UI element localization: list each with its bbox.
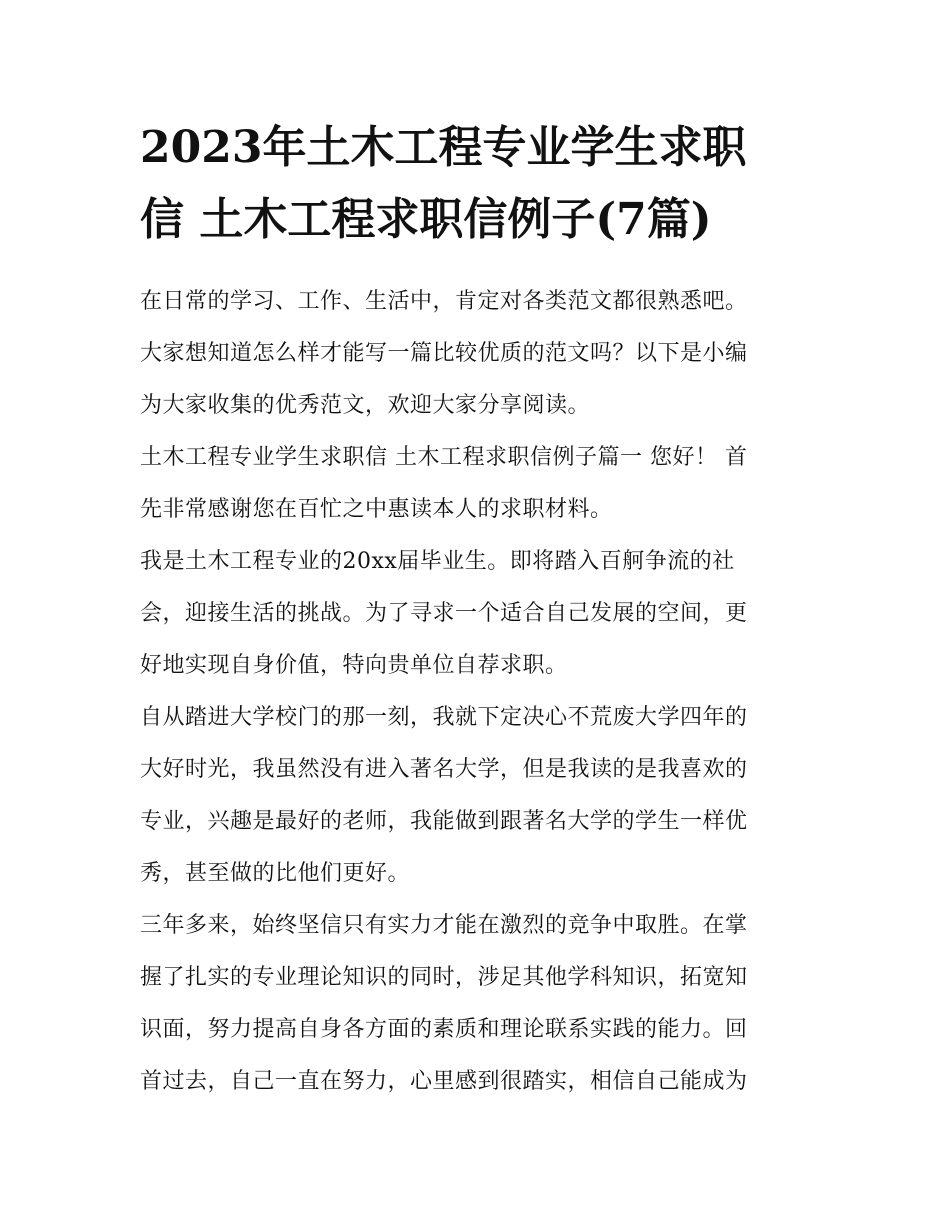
text-line: 首过去，自己一直在努力，心里感到很踏实，相信自己能成为 (140, 1069, 748, 1094)
text-line: 自从踏进大学校门的那一刻，我就下定决心不荒废大学四年的 (140, 705, 748, 730)
text-line: 握了扎实的专业理论知识的同时，涉足其他学科知识，拓宽知 (140, 965, 748, 990)
paragraph-intro (140, 276, 820, 432)
text-line: 好地实现自身价值，特向贵单位自荐求职。 (140, 653, 568, 678)
text-line: 在日常的学习、工作、生活中，肯定对各类范文都很熟悉吧。 (140, 289, 748, 314)
document-title (140, 112, 820, 256)
text-line: 我是土木工程专业的20xx届毕业生。即将踏入百舸争流的社 (140, 549, 735, 574)
text-line: 土木工程专业学生求职信 土木工程求职信例子篇一 您好！ 首 (140, 445, 748, 470)
paragraph-greeting (140, 432, 820, 536)
text-line: 为大家收集的优秀范文，欢迎大家分享阅读。 (140, 393, 591, 418)
text-line: 专业，兴趣是最好的老师，我能做到跟著名大学的学生一样优 (140, 809, 748, 834)
paragraph-university (140, 692, 820, 900)
text-line: 秀，甚至做的比他们更好。 (140, 861, 411, 886)
paragraph-experience (140, 900, 820, 1108)
text-line: 三年多来，始终坚信只有实力才能在激烈的竞争中取胜。在掌 (140, 913, 748, 938)
title-line: 信 土木工程求职信例子(7篇) (140, 194, 712, 245)
text-line: 大好时光，我虽然没有进入著名大学，但是我读的是我喜欢的 (140, 757, 748, 782)
text-line: 大家想知道怎么样才能写一篇比较优质的范文吗？以下是小编 (140, 341, 748, 366)
title-line: 2023年土木工程专业学生求职 (140, 122, 747, 173)
text-line: 识面，努力提高自身各方面的素质和理论联系实践的能力。回 (140, 1017, 748, 1042)
document-body (140, 276, 820, 1108)
text-line: 先非常感谢您在百忙之中惠读本人的求职材料。 (140, 497, 613, 522)
paragraph-self-intro (140, 536, 820, 692)
text-line: 会，迎接生活的挑战。为了寻求一个适合自己发展的空间，更 (140, 601, 748, 626)
